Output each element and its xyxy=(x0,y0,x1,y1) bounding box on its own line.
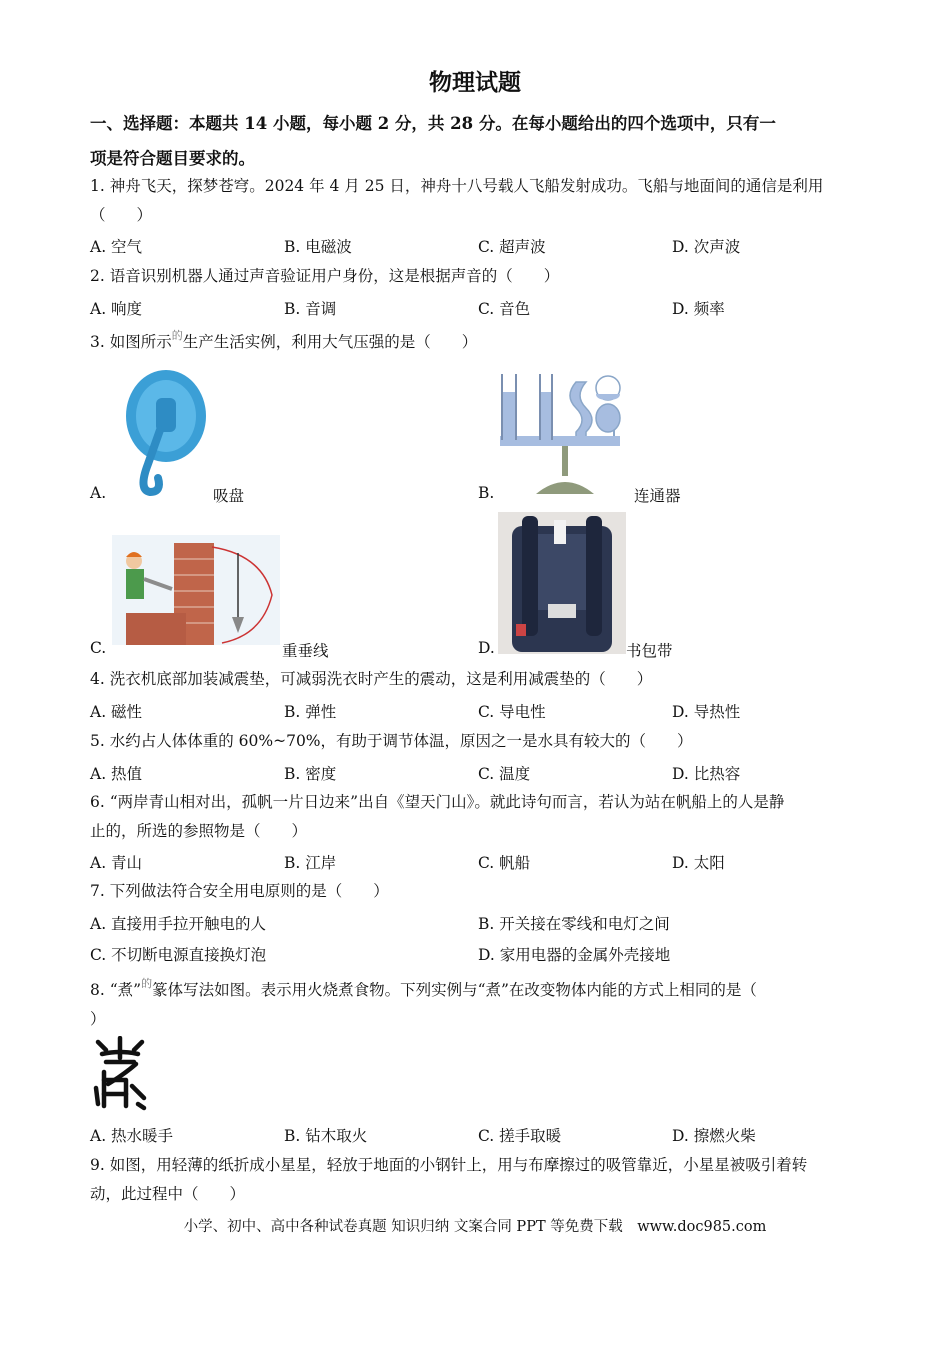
q4-option-a: A. 磁性 xyxy=(90,703,143,721)
q5-option-d: D. 比热容 xyxy=(672,765,741,783)
question-1: 1. 神舟飞天，探梦苍穹。2024 年 4 月 25 日，神舟十八号载人飞船发射成功。飞船与地面间的通信是利用 xyxy=(90,177,824,195)
q6-option-a: A. 青山 xyxy=(90,854,143,872)
page-title: 物理试题 xyxy=(429,69,521,96)
question-7: 7. 下列做法符合安全用电原则的是（ ） xyxy=(90,882,389,900)
q2-option-c: C. 音色 xyxy=(478,300,531,318)
seal-script-zhu-image xyxy=(92,1036,148,1112)
q7-option-d: D. 家用电器的金属外壳接地 xyxy=(478,946,671,964)
q5-option-b: B. 密度 xyxy=(284,765,337,783)
q6-option-d: D. 太阳 xyxy=(672,854,725,872)
q5-option-c: C. 温度 xyxy=(478,765,531,783)
connected-vessels-image xyxy=(496,370,626,498)
q3-option-d-letter: D. xyxy=(478,639,495,657)
q3-option-d-label: 书包带 xyxy=(626,642,673,660)
q4-option-b: B. 弹性 xyxy=(284,703,337,721)
q5-option-a: A. 热值 xyxy=(90,765,143,783)
q1-option-d: D. 次声波 xyxy=(672,238,741,256)
stray-char: 的 xyxy=(141,977,153,990)
q7-option-b: B. 开关接在零线和电灯之间 xyxy=(478,915,670,933)
question-6-cont: 止的，所选的参照物是（ ） xyxy=(90,822,308,840)
q6-option-b: B. 江岸 xyxy=(284,854,337,872)
question-6: 6. “两岸青山相对出，孤帆一片日边来”出自《望天门山》。就此诗句而言，若认为站在帆船上的人是静 xyxy=(90,793,785,811)
q8-option-d: D. 擦燃火柴 xyxy=(672,1127,756,1145)
q3-option-c-label: 重垂线 xyxy=(282,642,329,660)
q1-option-b: B. 电磁波 xyxy=(284,238,352,256)
plumb-line-image xyxy=(112,535,280,645)
q2-option-a: A. 响度 xyxy=(90,300,143,318)
stray-char: 的 xyxy=(171,329,183,342)
q8-option-b: B. 钻木取火 xyxy=(284,1127,368,1145)
q7-option-a: A. 直接用手拉开触电的人 xyxy=(90,915,267,933)
q8-option-a: A. 热水暖手 xyxy=(90,1127,174,1145)
q3-option-a-label: 吸盘 xyxy=(213,487,245,505)
q4-option-c: C. 导电性 xyxy=(478,703,546,721)
section-heading-cont: 项是符合题目要求的。 xyxy=(90,149,255,168)
q8-option-c: C. 搓手取暖 xyxy=(478,1127,562,1145)
question-1-cont: （ ） xyxy=(90,206,153,224)
question-4: 4. 洗衣机底部加装减震垫，可减弱洗衣时产生的震动，这是利用减震垫的（ ） xyxy=(90,670,653,688)
q1-option-a: A. 空气 xyxy=(90,238,143,256)
suction-cup-image xyxy=(108,368,208,496)
backpack-image xyxy=(498,512,626,654)
footer-text: 小学、初中、高中各种试卷真题 知识归纳 文案合同 PPT 等免费下载 www.doc985.com xyxy=(183,1219,767,1235)
q3-option-a-letter: A. xyxy=(90,484,107,502)
section-heading: 一、选择题：本题共 14 小题，每小题 2 分，共 28 分。在每小题给出的四个选项中，只有一 xyxy=(90,114,776,133)
q2-option-d: D. 频率 xyxy=(672,300,725,318)
q6-option-c: C. 帆船 xyxy=(478,854,531,872)
q3-option-b-label: 连通器 xyxy=(634,487,681,505)
question-3: 3. 如图所示$^的$生产生活实例，利用大气压强的是（ ） xyxy=(90,329,478,351)
question-9: 9. 如图，用轻薄的纸折成小星星，轻放于地面的小钢针上，用与布摩擦过的吸管靠近，小星星被吸引着转 xyxy=(90,1156,808,1174)
question-2: 2. 语音识别机器人通过声音验证用户身份，这是根据声音的（ ） xyxy=(90,267,560,285)
q1-option-c: C. 超声波 xyxy=(478,238,546,256)
question-8-cont: ） xyxy=(90,1010,106,1028)
q3-option-b-letter: B. xyxy=(478,484,495,502)
question-5: 5. 水约占人体体重的 60%~70%，有助于调节体温，原因之一是水具有较大的（ ） xyxy=(90,732,693,750)
question-8: 8. “煮”$^的$篆体写法如图。表示用火烧煮食物。下列实例与“煮”在改变物体内能的方式上相同的是（ xyxy=(90,977,757,999)
q2-option-b: B. 音调 xyxy=(284,300,337,318)
q3-option-c-letter: C. xyxy=(90,639,107,657)
question-9-cont: 动，此过程中（ ） xyxy=(90,1185,246,1203)
q4-option-d: D. 导热性 xyxy=(672,703,741,721)
q7-option-c: C. 不切断电源直接换灯泡 xyxy=(90,946,267,964)
